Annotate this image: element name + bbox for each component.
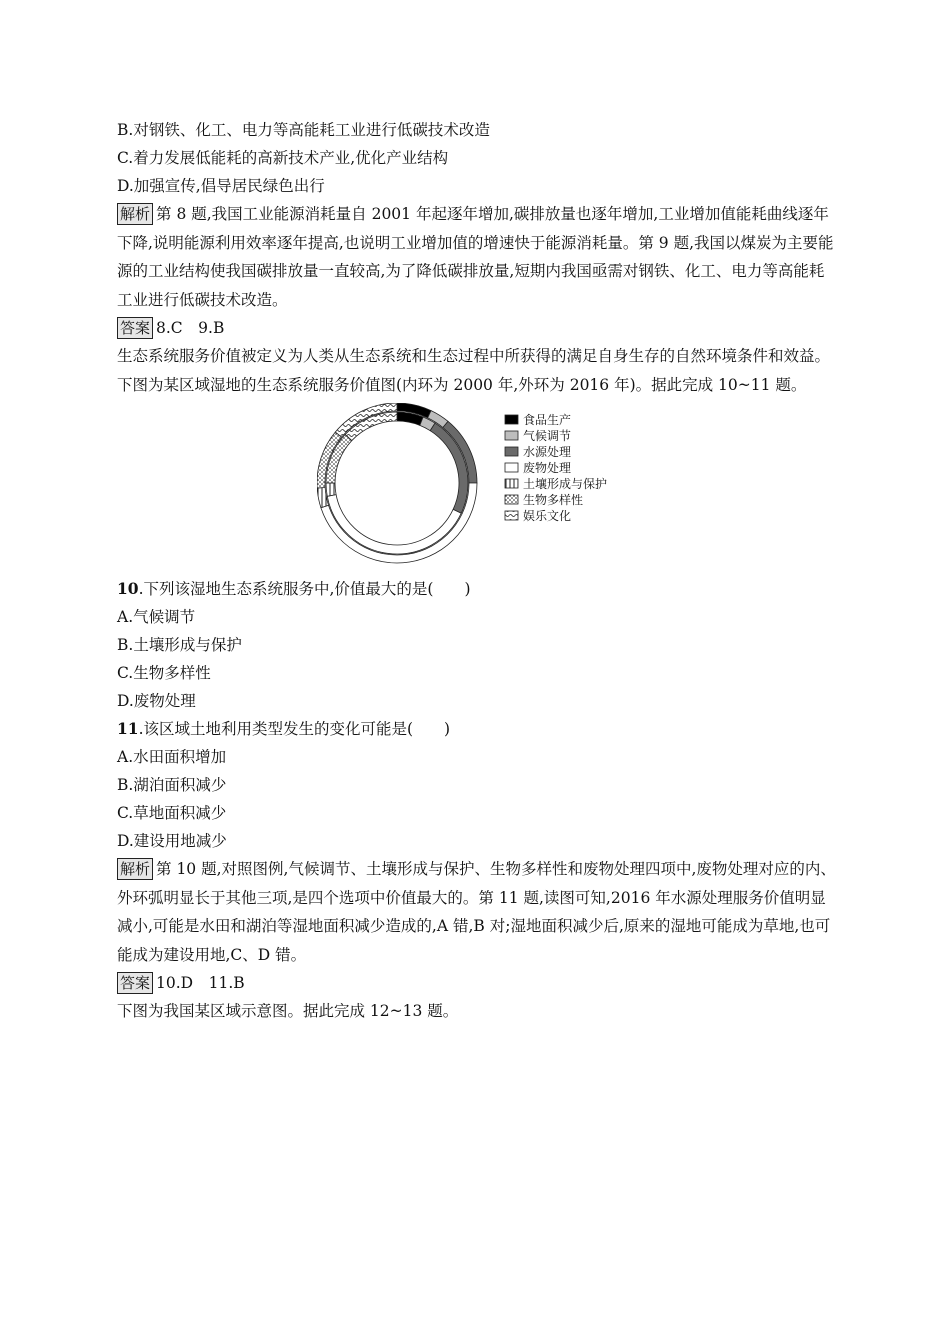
ring-segment-inner-4: [326, 483, 336, 496]
question-11: [117, 715, 837, 743]
analysis-tag: 解析: [117, 203, 153, 225]
analysis-block-2: [117, 855, 837, 969]
rings-group: [317, 403, 477, 563]
answer-text: 10.D 11.B: [156, 974, 245, 992]
legend-swatch: [505, 463, 518, 472]
figure-wetland-chart: [117, 403, 837, 573]
legend-swatch: [505, 447, 518, 456]
answer-block-1: [117, 314, 837, 342]
q11-option-c: C.草地面积减少: [117, 804, 227, 822]
legend-label: 水源处理: [523, 445, 572, 459]
intro-paragraph-1: 生态系统服务价值被定义为人类从生态系统和生态过程中所获得的满足自身生存的自然环境条件和效益。下图为某区域湿地的生态系统服务价值图(内环为 2000 年,外环为 2016 年)。据此完成 10~11 题。: [117, 347, 831, 394]
legend-swatch: [505, 479, 518, 488]
q11-option-d: D.建设用地减少: [117, 832, 227, 850]
question-number: 11: [117, 719, 139, 738]
analysis-block-1: [117, 200, 837, 314]
answer-block-2: [117, 969, 837, 997]
legend-label: 生物多样性: [523, 493, 584, 507]
answer-tag: 答案: [117, 972, 153, 994]
question-stem: .下列该湿地生态系统服务中,价值最大的是( ): [138, 580, 471, 598]
legend-swatch: [505, 495, 518, 504]
option-c-prev: C.着力发展低能耗的高新技术产业,优化产业结构: [117, 149, 449, 167]
analysis-tag: 解析: [117, 858, 153, 880]
legend-label: 气候调节: [523, 429, 572, 443]
q10-option-b: B.土壤形成与保护: [117, 636, 242, 654]
legend-swatch: [505, 511, 518, 520]
q10-option-d: D.废物处理: [117, 692, 196, 710]
legend-label: 废物处理: [523, 461, 572, 475]
answer-tag: 答案: [117, 317, 153, 339]
analysis-text: 第 10 题,对照图例,气候调节、土壤形成与保护、生物多样性和废物处理四项中,废物处理对应的内、外环弧明显长于其他三项,是四个选项中价值最大的。第 11 题,读图可知,2016 年水源处理服务价值明显减小,可能是水田和湖泊等湿地面积减少造成的,A 错,B 对;湿地面积减少后,原来的湿地可能成为草地,也可能成为建设用地,C、D 错。: [117, 860, 836, 964]
analysis-text: 第 8 题,我国工业能源消耗量自 2001 年起逐年增加,碳排放量也逐年增加,工业增加值能耗曲线逐年下降,说明能源利用效率逐年提高,也说明工业增加值的增速快于能源消耗量。第 9 题,我国以煤炭为主要能源的工业结构使我国碳排放量一直较高,为了降低碳排放量,短期内我国亟需对钢铁、化工、电力等高能耗工业进行低碳技术改造。: [117, 205, 834, 309]
q10-option-a: A.气候调节: [117, 608, 196, 626]
legend-label: 娱乐文化: [523, 509, 572, 523]
intro-paragraph-2: 下图为我国某区域示意图。据此完成 12~13 题。: [117, 1002, 459, 1020]
legend-swatch: [505, 415, 518, 424]
question-10: [117, 575, 837, 603]
q11-option-b: B.湖泊面积减少: [117, 776, 227, 794]
document-page: [117, 116, 837, 1025]
ring-chart: [317, 403, 647, 573]
option-d-prev: D.加强宣传,倡导居民绿色出行: [117, 177, 325, 195]
q11-option-a: A.水田面积增加: [117, 748, 227, 766]
legend-swatch: [505, 431, 518, 440]
option-b-prev: B.对钢铁、化工、电力等高能耗工业进行低碳技术改造: [117, 121, 490, 139]
question-number: 10: [117, 579, 139, 598]
question-stem: .该区域土地利用类型发生的变化可能是( ): [138, 720, 451, 738]
q10-option-c: C.生物多样性: [117, 664, 211, 682]
answer-text: 8.C 9.B: [156, 319, 225, 337]
legend-label: 食品生产: [523, 413, 572, 427]
chart-legend: [505, 412, 607, 523]
legend-label: 土壤形成与保护: [523, 477, 608, 491]
